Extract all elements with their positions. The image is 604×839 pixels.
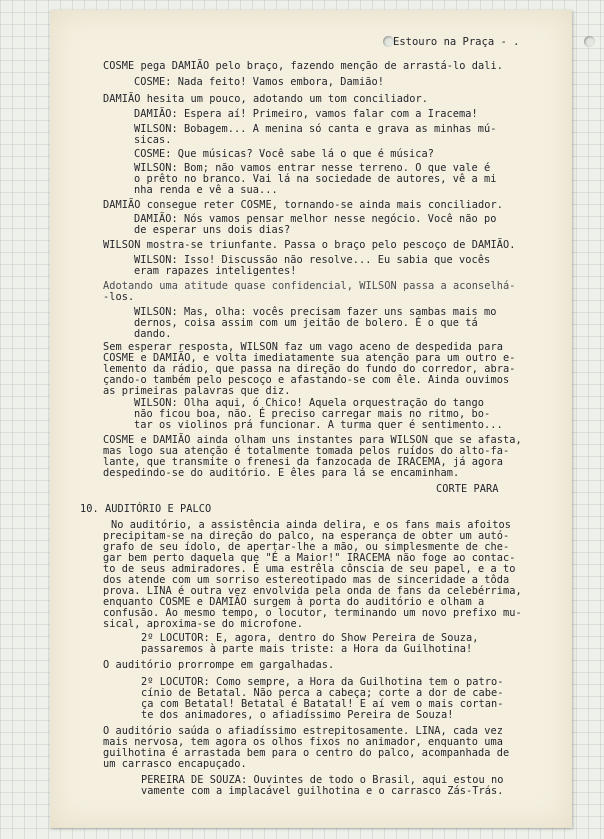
script-line: te dos animadores, o afiadíssimo Pereira de Souza! [141, 709, 454, 721]
script-line: grafo de seu ídolo, de apertar-lhe a mão, ou simplesmente de che- [103, 541, 510, 553]
script-line: O auditório saúda o afiadíssimo estrepitosamente. LINA, cada vez [103, 725, 503, 737]
script-line: precipitam-se na direção do palco, na esperança de obter um autó- [103, 530, 510, 542]
script-line: WILSON: Bom; não vamos entrar nesse terreno. O que vale é [134, 162, 491, 174]
script-line: passaremos à parte mais triste: a Hora da Guilhotina! [141, 643, 473, 655]
script-line: COSME: Nada feito! Vamos embora, Damião! [134, 76, 384, 88]
script-line: despedindo-se do auditório. E êles para lá se encaminham. [103, 467, 460, 479]
script-line: lante, que transmite o frenesi da fanzocada de IRACEMA, já agora [103, 456, 503, 468]
page-header: Estouro na Praça - . [393, 36, 520, 48]
script-line: PEREIRA DE SOUZA: Ouvintes de todo o Brasil, aqui estou no [141, 774, 504, 786]
script-line: WILSON: Olha aqui, ó Chico! Aquela orquestração do tango [134, 397, 484, 409]
script-line: vamente com a implacável guilhotina e o carrasco Zás-Trás. [141, 785, 504, 797]
script-line: o prêto no branco. Vai lá na sociedade de autores, vê a mi [134, 173, 497, 185]
script-line: COSME e DAMIÃO ainda olham uns instantes para WILSON que se afasta, [103, 434, 522, 446]
script-line: sicas. [134, 134, 172, 146]
script-line: as primeiras palavras que diz. [103, 385, 291, 397]
script-line: 2º LOCUTOR: E, agora, dentro do Show Pereira de Souza, [141, 632, 479, 644]
script-line: DAMIÃO consegue reter COSME, tornando-se ainda mais conciliador. [103, 199, 503, 211]
script-line: sical, aproxima-se do microfone. [103, 618, 303, 630]
script-line: WILSON: Bobagem... A menina só canta e grava as minhas mú- [134, 123, 497, 135]
script-line: -los. [103, 291, 135, 303]
script-line: dando. [134, 328, 172, 340]
script-line: DAMIÃO: Nós vamos pensar melhor nesse negócio. Você não po [134, 213, 497, 225]
script-line: enquanto COSME e DAMIÃO surgem à porta do auditório e olham a [103, 596, 485, 608]
script-line: ça com Betatal! Betatal é Batatal! E aí vem o mais cortan- [141, 698, 504, 710]
scene-heading: 10. AUDITÓRIO E PALCO [80, 503, 212, 515]
script-line: gar bem perto daquela que "É a Maior!" IRACEMA não foge ao contac- [103, 552, 516, 564]
script-line: COSME: Que músicas? Você sabe lá o que é música? [134, 148, 434, 160]
script-line: O auditório prorrompe em gargalhadas. [103, 659, 335, 671]
script-line: eram rapazes inteligentes! [134, 265, 297, 277]
script-line: de esperar uns dois dias? [134, 224, 291, 236]
script-line: confusão. Ao mesmo tempo, o locutor, terminando um novo prefixo mu- [103, 607, 522, 619]
script-line: COSME e DAMIÃO, e volta imediatamente sua atenção para um outro e- [103, 352, 516, 364]
script-line: tar os violinos prá funcionar. A turma quer é sentimento... [134, 419, 503, 431]
script-line: WILSON: Mas, olha: vocês precisam fazer uns sambas mais mo [134, 306, 497, 318]
script-line: 2º LOCUTOR: Como sempre, a Hora da Guilhotina tem o patro- [141, 676, 504, 688]
script-line: WILSON: Isso! Discussão não resolve... Eu sabia que vocês [134, 254, 491, 266]
script-line: não ficou boa, não. É preciso carregar mais no ritmo, bo- [134, 408, 491, 420]
script-line: Adotando uma atitude quase confidencial, WILSON passa a aconselhá- [103, 280, 516, 292]
script-line: lemento da rádio, que passa na direção do fundo do corredor, abra- [103, 363, 516, 375]
script-line: dos atende com um sorriso estereotipado mas de sinceridade a tôda [103, 574, 510, 586]
script-line: guilhotina é arrastada bem para o centro do palco, acompanhada de [103, 747, 510, 759]
script-line: mas logo sua atenção é totalmente tomada pelos ruídos do alto-fa- [103, 445, 510, 457]
script-line: çando-o também pelo pescoço e afastando-se com êle. Ainda ouvimos [103, 374, 510, 386]
script-line: Sem esperar resposta, WILSON faz um vago aceno de despedida para [103, 341, 503, 353]
script-line: cínio de Betatal. Não perca a cabeça; corte a dor de cabe- [141, 687, 504, 699]
transition-label: CORTE PARA [436, 483, 499, 495]
script-line: prova. LINA é outra vez envolvida pela onda de fans da celebérrima, [103, 585, 522, 597]
script-line: um carrasco encapuçado. [103, 758, 247, 770]
script-line: DAMIÃO: Espera aí! Primeiro, vamos falar com a Iracema! [134, 108, 478, 120]
punch-hole [584, 36, 595, 47]
script-line: dernos, coisa assim com um jeitão de bolero. É o que tá [134, 317, 478, 329]
script-line: WILSON mostra-se triunfante. Passa o braço pelo pescoço de DAMIÃO. [103, 239, 516, 251]
script-line: to de seus admiradores. É uma estrêla cônscia de seu papel, e a to [103, 563, 516, 575]
script-line: DAMIÃO hesita um pouco, adotando um tom conciliador. [103, 93, 428, 105]
script-line: No auditório, a assistência ainda delira, e os fans mais afoitos [111, 519, 511, 531]
script-line: COSME pega DAMIÃO pelo braço, fazendo menção de arrastá-lo dali. [103, 60, 503, 72]
script-line: mais nervosa, tem agora os olhos fixos no animador, enquanto uma [103, 736, 503, 748]
script-line: nha renda e vê a sua... [134, 184, 278, 196]
